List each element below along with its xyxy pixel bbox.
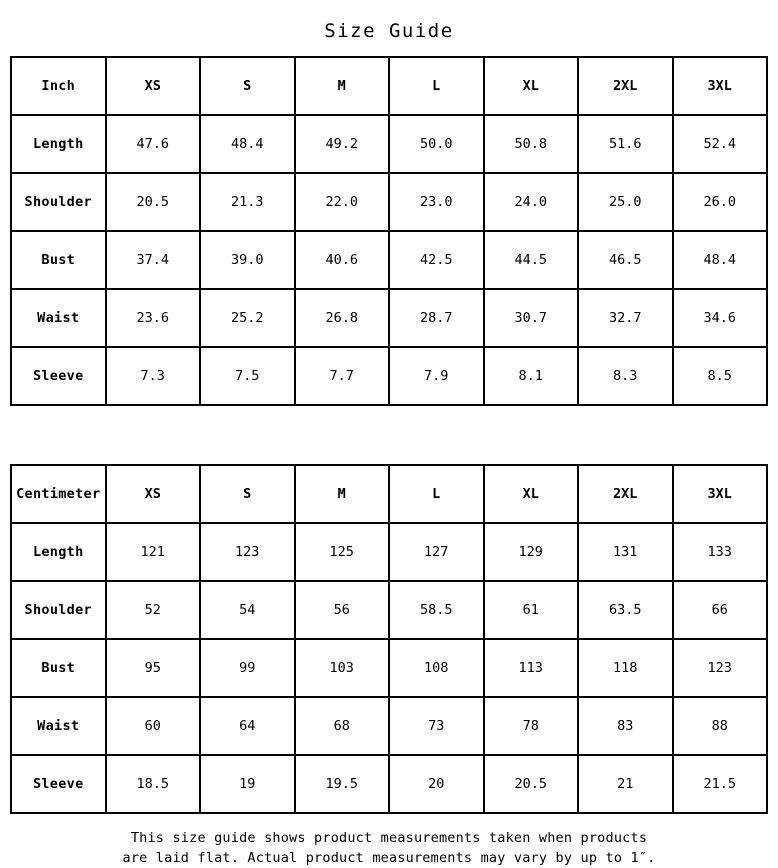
page-title: Size Guide: [324, 20, 454, 42]
cell-sleeve-xl: 20.5: [484, 755, 579, 813]
cell-shoulder-m: 56: [295, 581, 390, 639]
column-header-l: L: [389, 57, 484, 115]
cell-sleeve-xs: 7.3: [106, 347, 201, 405]
table-row: [11, 523, 767, 581]
cell-length-3xl: 52.4: [673, 115, 768, 173]
cell-bust-xs: 37.4: [106, 231, 201, 289]
cell-sleeve-l: 20: [389, 755, 484, 813]
column-header-2xl: 2XL: [578, 57, 673, 115]
column-header-m: M: [295, 465, 390, 523]
cell-bust-s: 99: [200, 639, 295, 697]
size-table-centimeter: [10, 464, 768, 814]
row-label-waist: Waist: [11, 697, 106, 755]
cell-sleeve-s: 19: [200, 755, 295, 813]
cell-length-s: 123: [200, 523, 295, 581]
cell-length-2xl: 131: [578, 523, 673, 581]
row-label-shoulder: Shoulder: [11, 173, 106, 231]
table-header-row: [11, 465, 767, 523]
cell-length-3xl: 133: [673, 523, 768, 581]
cell-bust-xs: 95: [106, 639, 201, 697]
cell-shoulder-3xl: 66: [673, 581, 768, 639]
cell-shoulder-2xl: 25.0: [578, 173, 673, 231]
cell-waist-xl: 30.7: [484, 289, 579, 347]
cell-waist-3xl: 88: [673, 697, 768, 755]
cell-shoulder-xs: 52: [106, 581, 201, 639]
column-header-3xl: 3XL: [673, 465, 768, 523]
cell-sleeve-3xl: 21.5: [673, 755, 768, 813]
cell-length-l: 50.0: [389, 115, 484, 173]
row-label-shoulder: Shoulder: [11, 581, 106, 639]
cell-sleeve-2xl: 8.3: [578, 347, 673, 405]
cell-sleeve-xl: 8.1: [484, 347, 579, 405]
cell-sleeve-xs: 18.5: [106, 755, 201, 813]
column-header-xl: XL: [484, 57, 579, 115]
cell-shoulder-l: 23.0: [389, 173, 484, 231]
cell-shoulder-s: 21.3: [200, 173, 295, 231]
cell-waist-3xl: 34.6: [673, 289, 768, 347]
table-row: [11, 581, 767, 639]
table-separator: [0, 406, 778, 464]
cell-sleeve-l: 7.9: [389, 347, 484, 405]
cell-waist-xs: 23.6: [106, 289, 201, 347]
cell-length-xl: 129: [484, 523, 579, 581]
cell-bust-3xl: 48.4: [673, 231, 768, 289]
row-label-length: Length: [11, 523, 106, 581]
cell-waist-s: 64: [200, 697, 295, 755]
cell-shoulder-xl: 24.0: [484, 173, 579, 231]
table-row: [11, 347, 767, 405]
table-row: [11, 755, 767, 813]
cell-bust-l: 42.5: [389, 231, 484, 289]
footnote-line-2: are laid flat. Actual product measurements may vary by up to 1″.: [122, 850, 656, 866]
row-label-bust: Bust: [11, 231, 106, 289]
table-row: [11, 639, 767, 697]
column-header-2xl: 2XL: [578, 465, 673, 523]
cell-bust-3xl: 123: [673, 639, 768, 697]
cell-shoulder-m: 22.0: [295, 173, 390, 231]
column-header-m: M: [295, 57, 390, 115]
unit-label-inch: Inch: [11, 57, 106, 115]
cell-sleeve-m: 19.5: [295, 755, 390, 813]
cell-bust-xl: 113: [484, 639, 579, 697]
cell-sleeve-2xl: 21: [578, 755, 673, 813]
cell-length-m: 125: [295, 523, 390, 581]
column-header-s: S: [200, 465, 295, 523]
cell-sleeve-s: 7.5: [200, 347, 295, 405]
column-header-xs: XS: [106, 57, 201, 115]
cell-sleeve-3xl: 8.5: [673, 347, 768, 405]
cell-shoulder-s: 54: [200, 581, 295, 639]
table-row: [11, 697, 767, 755]
cell-bust-l: 108: [389, 639, 484, 697]
cell-shoulder-l: 58.5: [389, 581, 484, 639]
column-header-xl: XL: [484, 465, 579, 523]
cell-bust-m: 103: [295, 639, 390, 697]
cell-waist-l: 73: [389, 697, 484, 755]
size-table-inch: [10, 56, 768, 406]
row-label-sleeve: Sleeve: [11, 755, 106, 813]
cell-bust-xl: 44.5: [484, 231, 579, 289]
cell-sleeve-m: 7.7: [295, 347, 390, 405]
row-label-length: Length: [11, 115, 106, 173]
table-row: [11, 173, 767, 231]
cell-waist-m: 26.8: [295, 289, 390, 347]
row-label-waist: Waist: [11, 289, 106, 347]
cell-bust-m: 40.6: [295, 231, 390, 289]
table-row: [11, 115, 767, 173]
cell-waist-2xl: 83: [578, 697, 673, 755]
cell-shoulder-2xl: 63.5: [578, 581, 673, 639]
cell-bust-2xl: 118: [578, 639, 673, 697]
cell-waist-xl: 78: [484, 697, 579, 755]
unit-label-centimeter: Centimeter: [11, 465, 106, 523]
table-row: [11, 289, 767, 347]
footnote-line-1: This size guide shows product measurements taken when products: [130, 830, 648, 846]
cell-length-2xl: 51.6: [578, 115, 673, 173]
cell-length-xs: 47.6: [106, 115, 201, 173]
row-label-bust: Bust: [11, 639, 106, 697]
cell-shoulder-xs: 20.5: [106, 173, 201, 231]
footnote: [0, 814, 778, 868]
cell-waist-l: 28.7: [389, 289, 484, 347]
cell-length-xs: 121: [106, 523, 201, 581]
column-header-s: S: [200, 57, 295, 115]
cell-waist-s: 25.2: [200, 289, 295, 347]
column-header-l: L: [389, 465, 484, 523]
cell-bust-s: 39.0: [200, 231, 295, 289]
cell-waist-2xl: 32.7: [578, 289, 673, 347]
table-row: [11, 231, 767, 289]
cell-waist-m: 68: [295, 697, 390, 755]
cell-length-m: 49.2: [295, 115, 390, 173]
table-header-row: [11, 57, 767, 115]
cell-length-xl: 50.8: [484, 115, 579, 173]
cell-shoulder-3xl: 26.0: [673, 173, 768, 231]
cell-waist-xs: 60: [106, 697, 201, 755]
cell-length-s: 48.4: [200, 115, 295, 173]
cell-shoulder-xl: 61: [484, 581, 579, 639]
column-header-xs: XS: [106, 465, 201, 523]
cell-bust-2xl: 46.5: [578, 231, 673, 289]
cell-length-l: 127: [389, 523, 484, 581]
row-label-sleeve: Sleeve: [11, 347, 106, 405]
column-header-3xl: 3XL: [673, 57, 768, 115]
